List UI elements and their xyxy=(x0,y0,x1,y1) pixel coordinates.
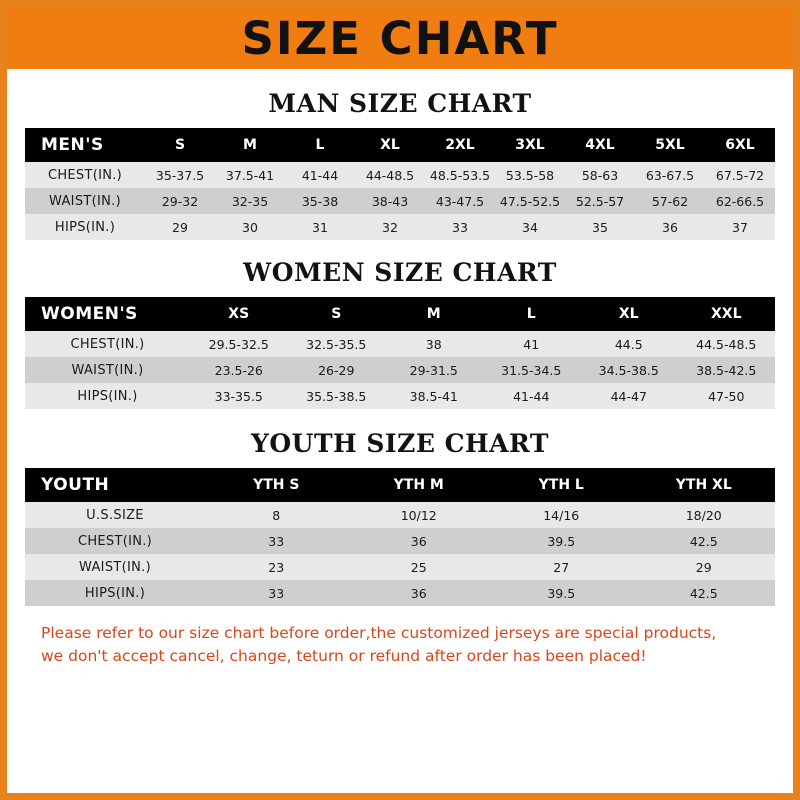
column-header: YTH XL xyxy=(633,468,776,502)
column-header: L xyxy=(483,297,581,331)
cell: 36 xyxy=(348,528,491,554)
cell: 23 xyxy=(205,554,348,580)
column-header: 4XL xyxy=(565,128,635,162)
cell: 36 xyxy=(635,214,705,240)
column-header: M xyxy=(385,297,483,331)
page-title: SIZE CHART xyxy=(241,11,559,65)
table-row xyxy=(25,383,775,409)
cell: 14/16 xyxy=(490,502,633,528)
cell: 38.5-42.5 xyxy=(678,357,776,383)
cell: 29 xyxy=(145,214,215,240)
row-label: CHEST(IN.) xyxy=(25,528,205,554)
footnote-line-2: we don't accept cancel, change, teturn or refund after order has been placed! xyxy=(41,647,647,666)
table-wrapper-women xyxy=(25,297,775,409)
cell: 52.5-57 xyxy=(565,188,635,214)
cell: 35 xyxy=(565,214,635,240)
column-header: XXL xyxy=(678,297,776,331)
cell: 38.5-41 xyxy=(385,383,483,409)
cell: 42.5 xyxy=(633,580,776,606)
size-table-women xyxy=(25,297,775,409)
header-row xyxy=(25,128,775,162)
column-header: 3XL xyxy=(495,128,565,162)
cell: 30 xyxy=(215,214,285,240)
row-label: CHEST(IN.) xyxy=(25,331,190,357)
table-row xyxy=(25,502,775,528)
table-row xyxy=(25,162,775,188)
cell: 53.5-58 xyxy=(495,162,565,188)
column-header: M xyxy=(215,128,285,162)
cell: 18/20 xyxy=(633,502,776,528)
cell: 34 xyxy=(495,214,565,240)
cell: 39.5 xyxy=(490,528,633,554)
column-header: WOMEN'S xyxy=(25,297,190,331)
table-header-youth xyxy=(25,468,775,502)
row-label: WAIST(IN.) xyxy=(25,188,145,214)
cell: 58-63 xyxy=(565,162,635,188)
table-body-women xyxy=(25,331,775,409)
cell: 33 xyxy=(205,580,348,606)
cell: 38-43 xyxy=(355,188,425,214)
column-header: L xyxy=(285,128,355,162)
cell: 62-66.5 xyxy=(705,188,775,214)
size-table-man xyxy=(25,128,775,240)
cell: 41-44 xyxy=(483,383,581,409)
column-header: YOUTH xyxy=(25,468,205,502)
table-row xyxy=(25,188,775,214)
cell: 31 xyxy=(285,214,355,240)
table-header-women xyxy=(25,297,775,331)
cell: 37 xyxy=(705,214,775,240)
cell: 44.5 xyxy=(580,331,678,357)
cell: 38 xyxy=(385,331,483,357)
table-row xyxy=(25,214,775,240)
cell: 35-37.5 xyxy=(145,162,215,188)
table-wrapper-youth xyxy=(25,468,775,606)
cell: 44-48.5 xyxy=(355,162,425,188)
cell: 41 xyxy=(483,331,581,357)
chart-content xyxy=(7,89,793,669)
column-header: 6XL xyxy=(705,128,775,162)
row-label: WAIST(IN.) xyxy=(25,357,190,383)
cell: 8 xyxy=(205,502,348,528)
column-header: S xyxy=(288,297,386,331)
cell: 47.5-52.5 xyxy=(495,188,565,214)
cell: 33 xyxy=(205,528,348,554)
footnote-line-1: Please refer to our size chart before order,the customized jerseys are special products, xyxy=(41,624,717,642)
column-header: XS xyxy=(190,297,288,331)
cell: 29 xyxy=(633,554,776,580)
row-label: U.S.SIZE xyxy=(25,502,205,528)
column-header: XL xyxy=(355,128,425,162)
section-title-youth: YOUTH SIZE CHART xyxy=(251,429,549,458)
cell: 43-47.5 xyxy=(425,188,495,214)
row-label: CHEST(IN.) xyxy=(25,162,145,188)
cell: 33 xyxy=(425,214,495,240)
cell: 29-32 xyxy=(145,188,215,214)
header-row xyxy=(25,297,775,331)
column-header: YTH S xyxy=(205,468,348,502)
column-header: MEN'S xyxy=(25,128,145,162)
table-header-man xyxy=(25,128,775,162)
cell: 35.5-38.5 xyxy=(288,383,386,409)
header-row xyxy=(25,468,775,502)
table-row xyxy=(25,357,775,383)
cell: 36 xyxy=(348,580,491,606)
cell: 23.5-26 xyxy=(190,357,288,383)
cell: 32.5-35.5 xyxy=(288,331,386,357)
column-header: XL xyxy=(580,297,678,331)
table-row xyxy=(25,580,775,606)
section-title-man: MAN SIZE CHART xyxy=(268,89,532,118)
cell: 31.5-34.5 xyxy=(483,357,581,383)
cell: 29-31.5 xyxy=(385,357,483,383)
cell: 25 xyxy=(348,554,491,580)
cell: 32 xyxy=(355,214,425,240)
column-header: YTH L xyxy=(490,468,633,502)
cell: 32-35 xyxy=(215,188,285,214)
cell: 27 xyxy=(490,554,633,580)
table-body-youth xyxy=(25,502,775,606)
row-label: HIPS(IN.) xyxy=(25,214,145,240)
cell: 44-47 xyxy=(580,383,678,409)
column-header: S xyxy=(145,128,215,162)
size-table-youth xyxy=(25,468,775,606)
cell: 26-29 xyxy=(288,357,386,383)
table-row xyxy=(25,528,775,554)
cell: 29.5-32.5 xyxy=(190,331,288,357)
cell: 42.5 xyxy=(633,528,776,554)
cell: 44.5-48.5 xyxy=(678,331,776,357)
row-label: WAIST(IN.) xyxy=(25,554,205,580)
column-header: YTH M xyxy=(348,468,491,502)
footnote xyxy=(25,622,775,669)
cell: 47-50 xyxy=(678,383,776,409)
cell: 33-35.5 xyxy=(190,383,288,409)
column-header: 5XL xyxy=(635,128,705,162)
cell: 37.5-41 xyxy=(215,162,285,188)
table-body-man xyxy=(25,162,775,240)
cell: 34.5-38.5 xyxy=(580,357,678,383)
cell: 39.5 xyxy=(490,580,633,606)
cell: 63-67.5 xyxy=(635,162,705,188)
cell: 48.5-53.5 xyxy=(425,162,495,188)
cell: 41-44 xyxy=(285,162,355,188)
row-label: HIPS(IN.) xyxy=(25,580,205,606)
cell: 35-38 xyxy=(285,188,355,214)
table-row xyxy=(25,331,775,357)
cell: 67.5-72 xyxy=(705,162,775,188)
cell: 10/12 xyxy=(348,502,491,528)
cell: 57-62 xyxy=(635,188,705,214)
table-wrapper-man xyxy=(25,128,775,240)
column-header: 2XL xyxy=(425,128,495,162)
section-title-women: WOMEN SIZE CHART xyxy=(243,258,557,287)
row-label: HIPS(IN.) xyxy=(25,383,190,409)
table-row xyxy=(25,554,775,580)
page-header xyxy=(7,7,793,69)
